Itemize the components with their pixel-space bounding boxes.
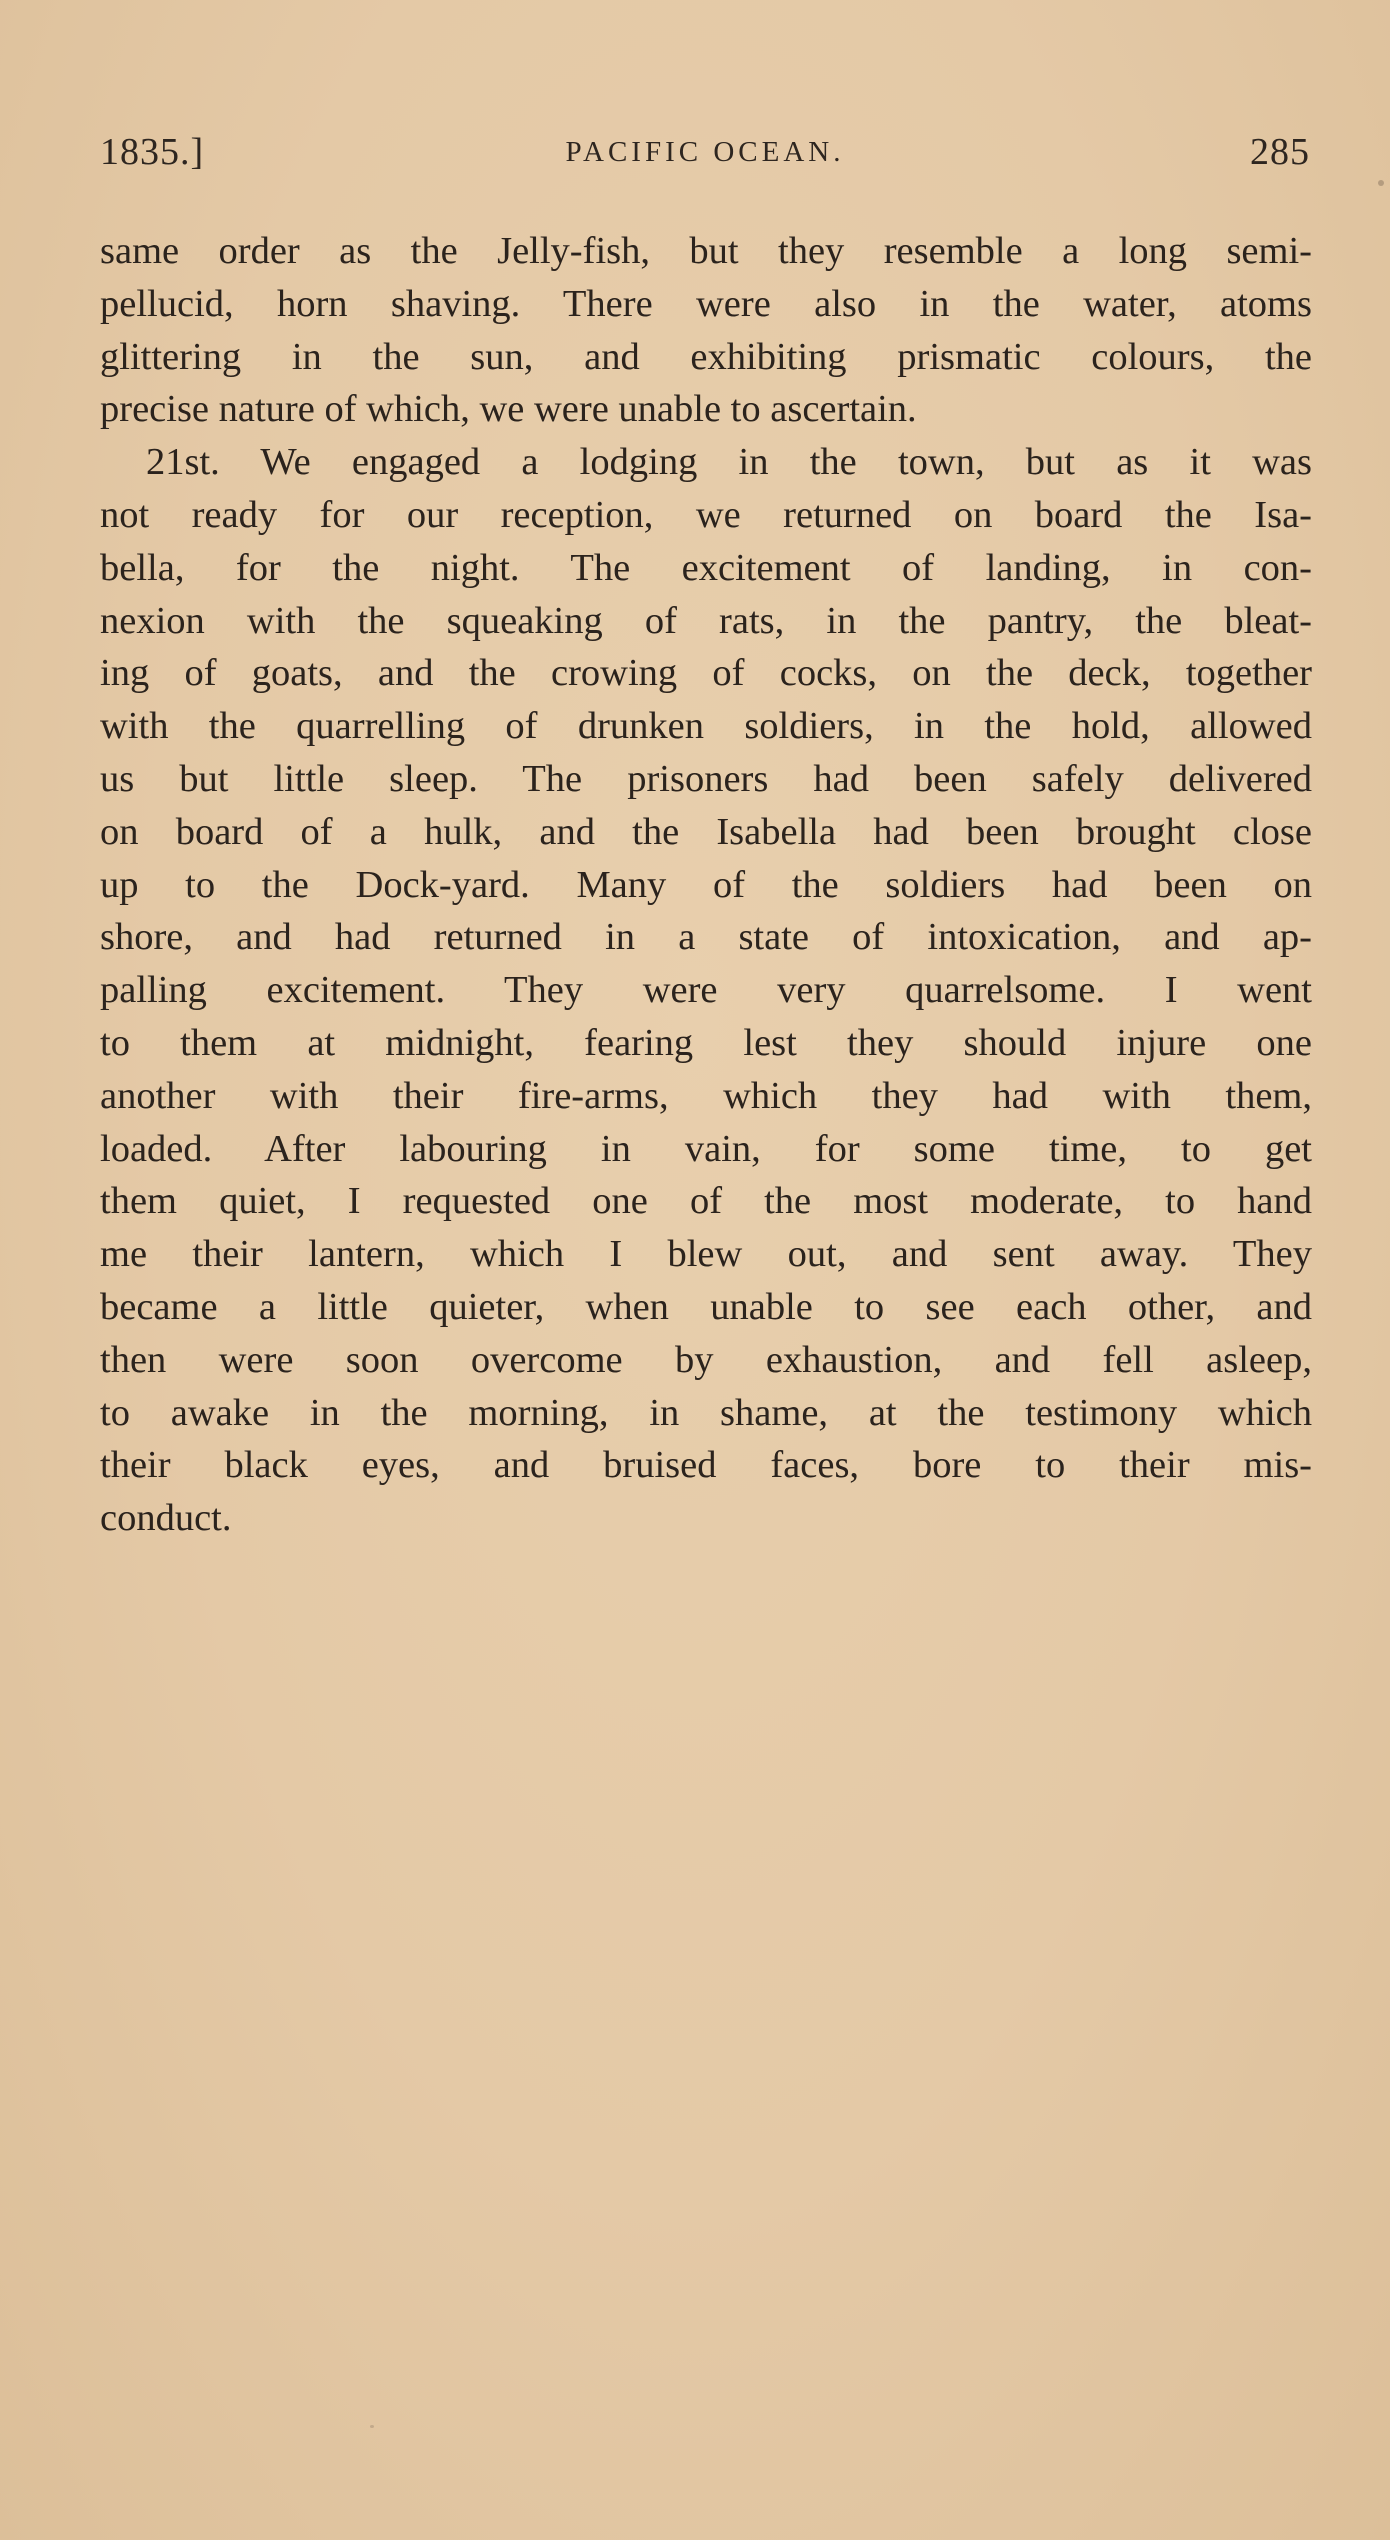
text-line: became a little quieter, when unable to see each other, and [100,1285,1312,1328]
text-line: with the quarrelling of drunken soldiers, in the hold, allowed [100,705,1312,748]
text-line: then were soon overcome by exhaustion, and fell asleep, [100,1338,1312,1381]
text-line: ing of goats, and the crowing of cocks, on the deck, together [100,652,1312,695]
text-line: pellucid, horn shaving. There were also in the water, atoms [100,282,1312,325]
text-line: shore, and had returned in a state of intoxication, and ap- [100,916,1312,959]
text-line: us but little sleep. The prisoners had been safely delivered [100,757,1312,800]
running-head-year: 1835.] [100,131,205,173]
running-head-title: PACIFIC OCEAN. [565,136,845,168]
paragraph [100,225,1312,436]
text-line: up to the Dock-yard. Many of the soldiers had been on [100,863,1312,906]
text-line: palling excitement. They were very quarrelsome. I went [100,969,1312,1012]
text-line: same order as the Jelly-fish, but they resemble a long semi- [100,230,1312,272]
text-line: on board of a hulk, and the Isabella had been brought close [100,810,1312,853]
text-line: not ready for our reception, we returned on board the Isa- [100,493,1312,536]
text-line: their black eyes, and bruised faces, bore to their mis- [100,1444,1312,1487]
text-line: conduct. [100,1497,232,1540]
text-line: them quiet, I requested one of the most moderate, to hand [100,1180,1312,1223]
text-line: bella, for the night. The excitement of landing, in con- [100,546,1312,589]
paper-speck [1378,180,1384,186]
page-number: 285 [1250,131,1310,173]
text-line: loaded. After labouring in vain, for some time, to get [100,1127,1312,1170]
running-head [100,130,1310,190]
text-line: to them at midnight, fearing lest they should injure one [100,1021,1312,1064]
paragraph [100,436,1312,1545]
text-line: 21st. We engaged a lodging in the town, but as it was [146,441,1312,484]
paper-speck [370,2425,374,2428]
text-line: nexion with the squeaking of rats, in the pantry, the bleat- [100,599,1312,642]
text-line: glittering in the sun, and exhibiting prismatic colours, the [100,335,1312,378]
text-line: precise nature of which, we were unable to ascertain. [100,388,917,431]
body-text [100,225,1312,1545]
text-line: to awake in the morning, in shame, at the testimony which [100,1391,1312,1434]
text-line: another with their fire-arms, which they had with them, [100,1074,1312,1117]
text-line: me their lantern, which I blew out, and sent away. They [100,1233,1312,1276]
